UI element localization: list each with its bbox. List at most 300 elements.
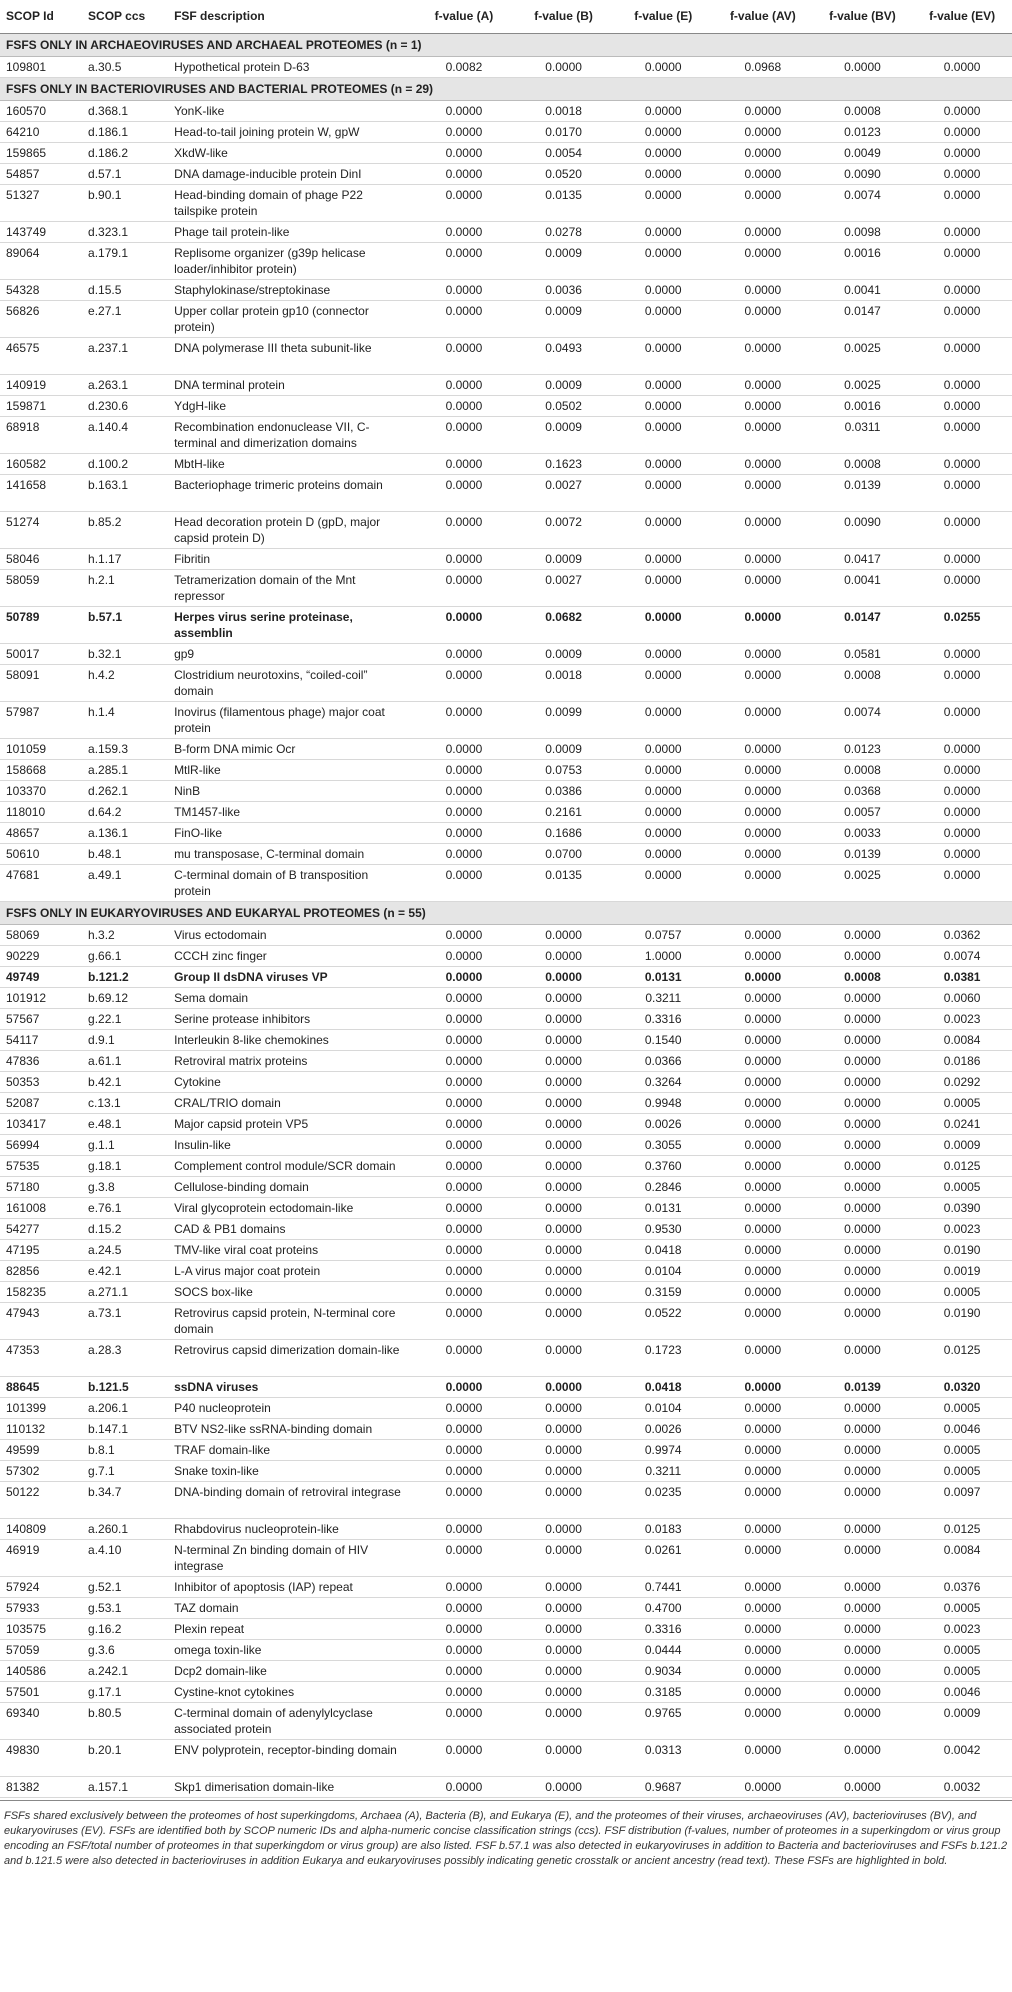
f-value-cell: 0.0000 (414, 987, 514, 1008)
f-value-cell: 0.0000 (713, 780, 813, 801)
f-value-cell: 0.0000 (414, 1218, 514, 1239)
f-value-cell: 0.0009 (514, 416, 614, 453)
fsf-description-cell: Retroviral matrix proteins (168, 1050, 414, 1071)
f-value-cell: 0.1540 (613, 1029, 713, 1050)
f-value-cell: 0.0000 (613, 184, 713, 221)
f-value-cell: 0.0000 (514, 1681, 614, 1702)
scop-id-cell: 57501 (0, 1681, 82, 1702)
f-value-cell: 0.0000 (813, 1739, 913, 1776)
scop-ccs-cell: g.66.1 (82, 945, 168, 966)
table-row (0, 1218, 1012, 1239)
scop-ccs-cell: h.4.2 (82, 664, 168, 701)
f-value-cell: 0.0033 (813, 822, 913, 843)
f-value-cell: 0.0000 (414, 759, 514, 780)
f-value-cell: 0.0000 (414, 474, 514, 511)
scop-id-cell: 56826 (0, 300, 82, 337)
f-value-cell: 0.0241 (912, 1113, 1012, 1134)
fsf-description-cell: DNA terminal protein (168, 374, 414, 395)
f-value-cell: 0.0000 (514, 1518, 614, 1539)
f-value-cell: 0.0074 (813, 184, 913, 221)
table-row (0, 1029, 1012, 1050)
fsf-description-cell: L-A virus major coat protein (168, 1260, 414, 1281)
f-value-cell: 0.0023 (912, 1008, 1012, 1029)
f-value-cell: 0.0190 (912, 1239, 1012, 1260)
f-value-cell: 0.0000 (414, 1539, 514, 1576)
f-value-cell: 0.0097 (912, 1481, 1012, 1518)
table-row (0, 1418, 1012, 1439)
scop-id-cell: 50789 (0, 606, 82, 643)
f-value-cell: 0.0362 (912, 924, 1012, 945)
f-value-cell: 0.0418 (613, 1376, 713, 1397)
scop-id-cell: 46575 (0, 337, 82, 374)
section-header-row (0, 901, 1012, 924)
fsf-description-cell: Recombination endonuclease VII, C-terminal and dimerization domains (168, 416, 414, 453)
f-value-cell: 0.0041 (813, 279, 913, 300)
f-value-cell: 0.0000 (613, 606, 713, 643)
f-value-cell: 0.0000 (613, 453, 713, 474)
fsf-description-cell: DNA damage-inducible protein DinI (168, 163, 414, 184)
table-row (0, 300, 1012, 337)
f-value-cell: 0.0000 (514, 966, 614, 987)
f-value-cell: 0.1686 (514, 822, 614, 843)
f-value-cell: 0.0005 (912, 1439, 1012, 1460)
f-value-cell: 0.0000 (613, 279, 713, 300)
f-value-cell: 0.0005 (912, 1092, 1012, 1113)
scop-ccs-cell: b.80.5 (82, 1702, 168, 1739)
scop-ccs-cell: e.27.1 (82, 300, 168, 337)
f-value-cell: 0.0000 (813, 1618, 913, 1639)
f-value-cell: 0.0000 (414, 1239, 514, 1260)
f-value-cell: 0.0000 (613, 664, 713, 701)
scop-ccs-cell: a.237.1 (82, 337, 168, 374)
table-row (0, 945, 1012, 966)
fsf-description-cell: FinO-like (168, 822, 414, 843)
f-value-cell: 0.0000 (813, 1539, 913, 1576)
scop-id-cell: 52087 (0, 1092, 82, 1113)
f-value-cell: 0.0000 (713, 643, 813, 664)
f-value-cell: 0.0000 (713, 1113, 813, 1134)
scop-ccs-cell: e.76.1 (82, 1197, 168, 1218)
f-value-cell: 0.0135 (514, 184, 614, 221)
fsf-description-cell: Sema domain (168, 987, 414, 1008)
f-value-cell: 0.0000 (713, 121, 813, 142)
f-value-cell: 0.0032 (912, 1776, 1012, 1797)
f-value-cell: 0.0000 (813, 924, 913, 945)
f-value-cell: 0.0581 (813, 643, 913, 664)
f-value-cell: 0.0072 (514, 511, 614, 548)
f-value-cell: 0.0000 (414, 1113, 514, 1134)
f-value-cell: 0.0125 (912, 1518, 1012, 1539)
f-value-cell: 0.0000 (713, 1660, 813, 1681)
fsf-description-cell: Plexin repeat (168, 1618, 414, 1639)
f-value-cell: 0.0057 (813, 801, 913, 822)
scop-ccs-cell: g.18.1 (82, 1155, 168, 1176)
f-value-cell: 0.0005 (912, 1639, 1012, 1660)
fsf-description-cell: Bacteriophage trimeric proteins domain (168, 474, 414, 511)
scop-ccs-cell: g.22.1 (82, 1008, 168, 1029)
scop-ccs-cell: a.4.10 (82, 1539, 168, 1576)
f-value-cell: 0.0000 (414, 1134, 514, 1155)
f-value-cell: 0.0000 (912, 822, 1012, 843)
table-row (0, 759, 1012, 780)
f-value-cell: 0.0000 (813, 1397, 913, 1418)
f-value-cell: 0.0000 (912, 759, 1012, 780)
table-footnote: FSFs shared exclusively between the proteomes of host superkingdoms, Archaea (A), Bacteria (B), and Eukarya (E), and the proteomes of their viruses, archaeoviruses (AV), bacterioviruses (BV), and eukaryoviruses (EV). FSFs are identified both by SCOP numeric IDs and alpha-numeric concise classification strings (ccs). FSF distribution (f-values, number of proteomes in a superkingdom or virus group encoding an FSF/total number of proteomes in that superkingdom or virus group) are also listed. FSF b.57.1 was also detected in eukaryoviruses in addition to Bacteria and bacterioviruses and FSFs b.121.2 and b.121.5 were also detected in bacterioviruses in addition Eukarya and eukaryoviruses possibly indicating genetic crosstalk or ancient ancestry (read text). These FSFs are highlighted in bold. (0, 1800, 1012, 1869)
f-value-cell: 0.0000 (713, 864, 813, 901)
f-value-cell: 0.0000 (713, 759, 813, 780)
table-row (0, 1134, 1012, 1155)
scop-ccs-cell: d.186.2 (82, 142, 168, 163)
f-value-cell: 0.0000 (713, 987, 813, 1008)
f-value-cell: 0.0000 (813, 1681, 913, 1702)
table-row (0, 1439, 1012, 1460)
section-title: FSFS ONLY IN ARCHAEOVIRUSES AND ARCHAEAL PROTEOMES (n = 1) (0, 33, 1012, 56)
scop-ccs-cell: g.1.1 (82, 1134, 168, 1155)
f-value-cell: 0.0000 (514, 1050, 614, 1071)
fsf-description-cell: Complement control module/SCR domain (168, 1155, 414, 1176)
table-row (0, 279, 1012, 300)
table-row (0, 1518, 1012, 1539)
f-value-cell: 0.0005 (912, 1281, 1012, 1302)
fsf-description-cell: Inhibitor of apoptosis (IAP) repeat (168, 1576, 414, 1597)
f-value-cell: 0.0000 (713, 843, 813, 864)
f-value-cell: 0.0000 (713, 142, 813, 163)
f-value-cell: 0.9765 (613, 1702, 713, 1739)
f-value-cell: 0.0186 (912, 1050, 1012, 1071)
f-value-cell: 0.2846 (613, 1176, 713, 1197)
f-value-cell: 0.0000 (414, 738, 514, 759)
f-value-cell: 0.0000 (813, 1418, 913, 1439)
fsf-description-cell: Fibritin (168, 548, 414, 569)
scop-ccs-cell: g.53.1 (82, 1597, 168, 1618)
table-row (0, 1281, 1012, 1302)
fsf-description-cell: ssDNA viruses (168, 1376, 414, 1397)
f-value-cell: 0.0000 (713, 300, 813, 337)
f-value-cell: 0.0000 (613, 300, 713, 337)
table-row (0, 1092, 1012, 1113)
scop-id-cell: 47943 (0, 1302, 82, 1339)
f-value-cell: 0.0000 (813, 1639, 913, 1660)
scop-ccs-cell: d.262.1 (82, 780, 168, 801)
f-value-cell: 0.0000 (414, 1397, 514, 1418)
f-value-cell: 0.0000 (713, 337, 813, 374)
table-row (0, 1302, 1012, 1339)
f-value-cell: 0.0000 (713, 822, 813, 843)
table-row (0, 337, 1012, 374)
fsf-description-cell: Herpes virus serine proteinase, assemblin (168, 606, 414, 643)
fsf-description-cell: Dcp2 domain-like (168, 1660, 414, 1681)
f-value-cell: 0.0009 (912, 1134, 1012, 1155)
f-value-cell: 0.0009 (514, 300, 614, 337)
f-value-cell: 0.0311 (813, 416, 913, 453)
f-value-cell: 0.0000 (713, 1739, 813, 1776)
scop-id-cell: 159871 (0, 395, 82, 416)
scop-ccs-cell: a.73.1 (82, 1302, 168, 1339)
column-header: SCOP ccs (82, 0, 168, 33)
scop-ccs-cell: a.30.5 (82, 56, 168, 77)
f-value-cell: 0.0074 (813, 701, 913, 738)
f-value-cell: 0.0313 (613, 1739, 713, 1776)
f-value-cell: 0.0000 (813, 1597, 913, 1618)
f-value-cell: 0.0000 (813, 1029, 913, 1050)
scop-ccs-cell: e.48.1 (82, 1113, 168, 1134)
f-value-cell: 0.0000 (912, 864, 1012, 901)
scop-id-cell: 54277 (0, 1218, 82, 1239)
fsf-description-cell: Head-to-tail joining protein W, gpW (168, 121, 414, 142)
scop-ccs-cell: b.42.1 (82, 1071, 168, 1092)
f-value-cell: 0.0000 (713, 966, 813, 987)
f-value-cell: 0.0009 (514, 548, 614, 569)
f-value-cell: 0.0046 (912, 1681, 1012, 1702)
f-value-cell: 0.0090 (813, 511, 913, 548)
f-value-cell: 0.0000 (514, 1776, 614, 1797)
f-value-cell: 0.1723 (613, 1339, 713, 1376)
fsf-description-cell: Hypothetical protein D-63 (168, 56, 414, 77)
scop-ccs-cell: b.121.5 (82, 1376, 168, 1397)
column-header: f-value (A) (414, 0, 514, 33)
fsf-description-cell: DNA-binding domain of retroviral integrase (168, 1481, 414, 1518)
f-value-cell: 0.0000 (912, 300, 1012, 337)
scop-ccs-cell: a.260.1 (82, 1518, 168, 1539)
f-value-cell: 0.0000 (713, 1302, 813, 1339)
scop-id-cell: 143749 (0, 221, 82, 242)
scop-id-cell: 161008 (0, 1197, 82, 1218)
f-value-cell: 0.0000 (414, 1681, 514, 1702)
table-row (0, 1239, 1012, 1260)
column-header: f-value (EV) (912, 0, 1012, 33)
table-row (0, 100, 1012, 121)
scop-id-cell: 81382 (0, 1776, 82, 1797)
f-value-cell: 0.0700 (514, 843, 614, 864)
scop-id-cell: 103575 (0, 1618, 82, 1639)
f-value-cell: 0.0000 (414, 121, 514, 142)
f-value-cell: 0.0000 (713, 701, 813, 738)
f-value-cell: 0.0000 (713, 1197, 813, 1218)
scop-ccs-cell: a.206.1 (82, 1397, 168, 1418)
table-row (0, 142, 1012, 163)
scop-id-cell: 50610 (0, 843, 82, 864)
f-value-cell: 0.0000 (414, 416, 514, 453)
fsf-description-cell: XkdW-like (168, 142, 414, 163)
f-value-cell: 0.0000 (414, 1739, 514, 1776)
f-value-cell: 0.0000 (414, 780, 514, 801)
f-value-cell: 0.0041 (813, 569, 913, 606)
table-row (0, 1539, 1012, 1576)
scop-ccs-cell: g.17.1 (82, 1681, 168, 1702)
f-value-cell: 0.0417 (813, 548, 913, 569)
f-value-cell: 0.0000 (713, 1071, 813, 1092)
f-value-cell: 0.0074 (912, 945, 1012, 966)
scop-ccs-cell: a.28.3 (82, 1339, 168, 1376)
scop-id-cell: 58046 (0, 548, 82, 569)
f-value-cell: 0.0018 (514, 100, 614, 121)
column-header: FSF description (168, 0, 414, 33)
scop-id-cell: 110132 (0, 1418, 82, 1439)
scop-ccs-cell: b.32.1 (82, 643, 168, 664)
f-value-cell: 0.0000 (713, 1281, 813, 1302)
table-row (0, 1618, 1012, 1639)
f-value-cell: 0.0000 (713, 1460, 813, 1481)
table-row (0, 395, 1012, 416)
f-value-cell: 0.0000 (713, 1376, 813, 1397)
f-value-cell: 0.0000 (713, 664, 813, 701)
f-value-cell: 0.0000 (713, 548, 813, 569)
f-value-cell: 0.0009 (514, 242, 614, 279)
f-value-cell: 0.3316 (613, 1618, 713, 1639)
f-value-cell: 0.0000 (912, 474, 1012, 511)
f-value-cell: 0.0000 (912, 374, 1012, 395)
column-header: SCOP Id (0, 0, 82, 33)
f-value-cell: 0.0000 (813, 1660, 913, 1681)
f-value-cell: 0.0000 (514, 987, 614, 1008)
f-value-cell: 0.0000 (713, 1481, 813, 1518)
f-value-cell: 0.0000 (713, 1239, 813, 1260)
f-value-cell: 0.0000 (613, 759, 713, 780)
f-value-cell: 0.0000 (414, 1155, 514, 1176)
fsf-description-cell: TM1457-like (168, 801, 414, 822)
scop-ccs-cell: e.42.1 (82, 1260, 168, 1281)
f-value-cell: 0.0147 (813, 606, 913, 643)
f-value-cell: 0.0000 (813, 987, 913, 1008)
f-value-cell: 0.0000 (813, 1702, 913, 1739)
scop-ccs-cell: d.230.6 (82, 395, 168, 416)
column-header: f-value (AV) (713, 0, 813, 33)
scop-ccs-cell: d.100.2 (82, 453, 168, 474)
f-value-cell: 0.2161 (514, 801, 614, 822)
f-value-cell: 0.0000 (713, 801, 813, 822)
f-value-cell: 0.0000 (514, 1660, 614, 1681)
fsf-description-cell: Virus ectodomain (168, 924, 414, 945)
scop-id-cell: 158668 (0, 759, 82, 780)
scop-ccs-cell: d.57.1 (82, 163, 168, 184)
f-value-cell: 0.0000 (414, 1660, 514, 1681)
f-value-cell: 0.0000 (514, 1539, 614, 1576)
f-value-cell: 0.0000 (514, 1281, 614, 1302)
f-value-cell: 0.0000 (713, 163, 813, 184)
f-value-cell: 0.0000 (414, 1576, 514, 1597)
f-value-cell: 0.0000 (713, 569, 813, 606)
f-value-cell: 0.0000 (713, 1776, 813, 1797)
fsf-description-cell: C-terminal domain of B transposition protein (168, 864, 414, 901)
f-value-cell: 0.0000 (912, 801, 1012, 822)
scop-id-cell: 50353 (0, 1071, 82, 1092)
f-value-cell: 0.0000 (414, 1376, 514, 1397)
f-value-cell: 0.0000 (613, 738, 713, 759)
f-value-cell: 0.0000 (813, 1776, 913, 1797)
f-value-cell: 0.0000 (912, 221, 1012, 242)
scop-id-cell: 49599 (0, 1439, 82, 1460)
scop-ccs-cell: a.49.1 (82, 864, 168, 901)
f-value-cell: 0.0000 (813, 1518, 913, 1539)
fsf-description-cell: P40 nucleoprotein (168, 1397, 414, 1418)
f-value-cell: 0.0000 (713, 924, 813, 945)
f-value-cell: 0.0000 (514, 1302, 614, 1339)
scop-ccs-cell: b.20.1 (82, 1739, 168, 1776)
scop-id-cell: 160582 (0, 453, 82, 474)
table-row (0, 56, 1012, 77)
f-value-cell: 0.0000 (613, 56, 713, 77)
f-value-cell: 0.9948 (613, 1092, 713, 1113)
scop-ccs-cell: d.64.2 (82, 801, 168, 822)
f-value-cell: 0.0000 (414, 184, 514, 221)
table-row (0, 1197, 1012, 1218)
scop-id-cell: 82856 (0, 1260, 82, 1281)
table-row (0, 1113, 1012, 1134)
f-value-cell: 0.0000 (414, 242, 514, 279)
f-value-cell: 1.0000 (613, 945, 713, 966)
scop-id-cell: 50017 (0, 643, 82, 664)
f-value-cell: 0.0000 (414, 966, 514, 987)
fsf-description-cell: YonK-like (168, 100, 414, 121)
section-header-row (0, 77, 1012, 100)
f-value-cell: 0.0183 (613, 1518, 713, 1539)
f-value-cell: 0.3055 (613, 1134, 713, 1155)
f-value-cell: 0.0025 (813, 864, 913, 901)
scop-id-cell: 103370 (0, 780, 82, 801)
table-row (0, 1397, 1012, 1418)
f-value-cell: 0.0008 (813, 100, 913, 121)
scop-id-cell: 58059 (0, 569, 82, 606)
table-row (0, 924, 1012, 945)
f-value-cell: 0.0000 (713, 1418, 813, 1439)
f-value-cell: 0.0000 (414, 453, 514, 474)
f-value-cell: 0.0000 (813, 1439, 913, 1460)
f-value-cell: 0.0000 (414, 1008, 514, 1029)
fsf-description-cell: Rhabdovirus nucleoprotein-like (168, 1518, 414, 1539)
f-value-cell: 0.0082 (414, 56, 514, 77)
f-value-cell: 0.0023 (912, 1218, 1012, 1239)
fsf-description-cell: N-terminal Zn binding domain of HIV integrase (168, 1539, 414, 1576)
f-value-cell: 0.0000 (912, 453, 1012, 474)
f-value-cell: 0.0000 (414, 569, 514, 606)
table-row (0, 242, 1012, 279)
f-value-cell: 0.0000 (514, 1008, 614, 1029)
table-row (0, 738, 1012, 759)
f-value-cell: 0.0255 (912, 606, 1012, 643)
fsf-description-cell: CRAL/TRIO domain (168, 1092, 414, 1113)
f-value-cell: 0.0000 (613, 511, 713, 548)
f-value-cell: 0.0390 (912, 1197, 1012, 1218)
f-value-cell: 0.0000 (514, 1197, 614, 1218)
f-value-cell: 0.0000 (813, 1576, 913, 1597)
scop-ccs-cell: h.3.2 (82, 924, 168, 945)
f-value-cell: 0.0000 (713, 242, 813, 279)
scop-id-cell: 57933 (0, 1597, 82, 1618)
f-value-cell: 0.0418 (613, 1239, 713, 1260)
f-value-cell: 0.0000 (912, 701, 1012, 738)
f-value-cell: 0.0000 (713, 1155, 813, 1176)
f-value-cell: 0.0009 (514, 738, 614, 759)
f-value-cell: 0.0027 (514, 474, 614, 511)
scop-id-cell: 101059 (0, 738, 82, 759)
scop-ccs-cell: b.48.1 (82, 843, 168, 864)
f-value-cell: 0.0000 (414, 945, 514, 966)
fsf-description-cell: Cytokine (168, 1071, 414, 1092)
f-value-cell: 0.0000 (813, 1197, 913, 1218)
scop-id-cell: 47353 (0, 1339, 82, 1376)
f-value-cell: 0.0000 (613, 100, 713, 121)
scop-id-cell: 64210 (0, 121, 82, 142)
f-value-cell: 0.0493 (514, 337, 614, 374)
f-value-cell: 0.0000 (813, 1339, 913, 1376)
scop-id-cell: 101912 (0, 987, 82, 1008)
f-value-cell: 0.0000 (912, 643, 1012, 664)
f-value-cell: 0.0000 (514, 1597, 614, 1618)
f-value-cell: 0.0278 (514, 221, 614, 242)
f-value-cell: 0.0000 (414, 801, 514, 822)
f-value-cell: 0.0000 (414, 142, 514, 163)
fsf-description-cell: Clostridium neurotoxins, “coiled-coil” domain (168, 664, 414, 701)
